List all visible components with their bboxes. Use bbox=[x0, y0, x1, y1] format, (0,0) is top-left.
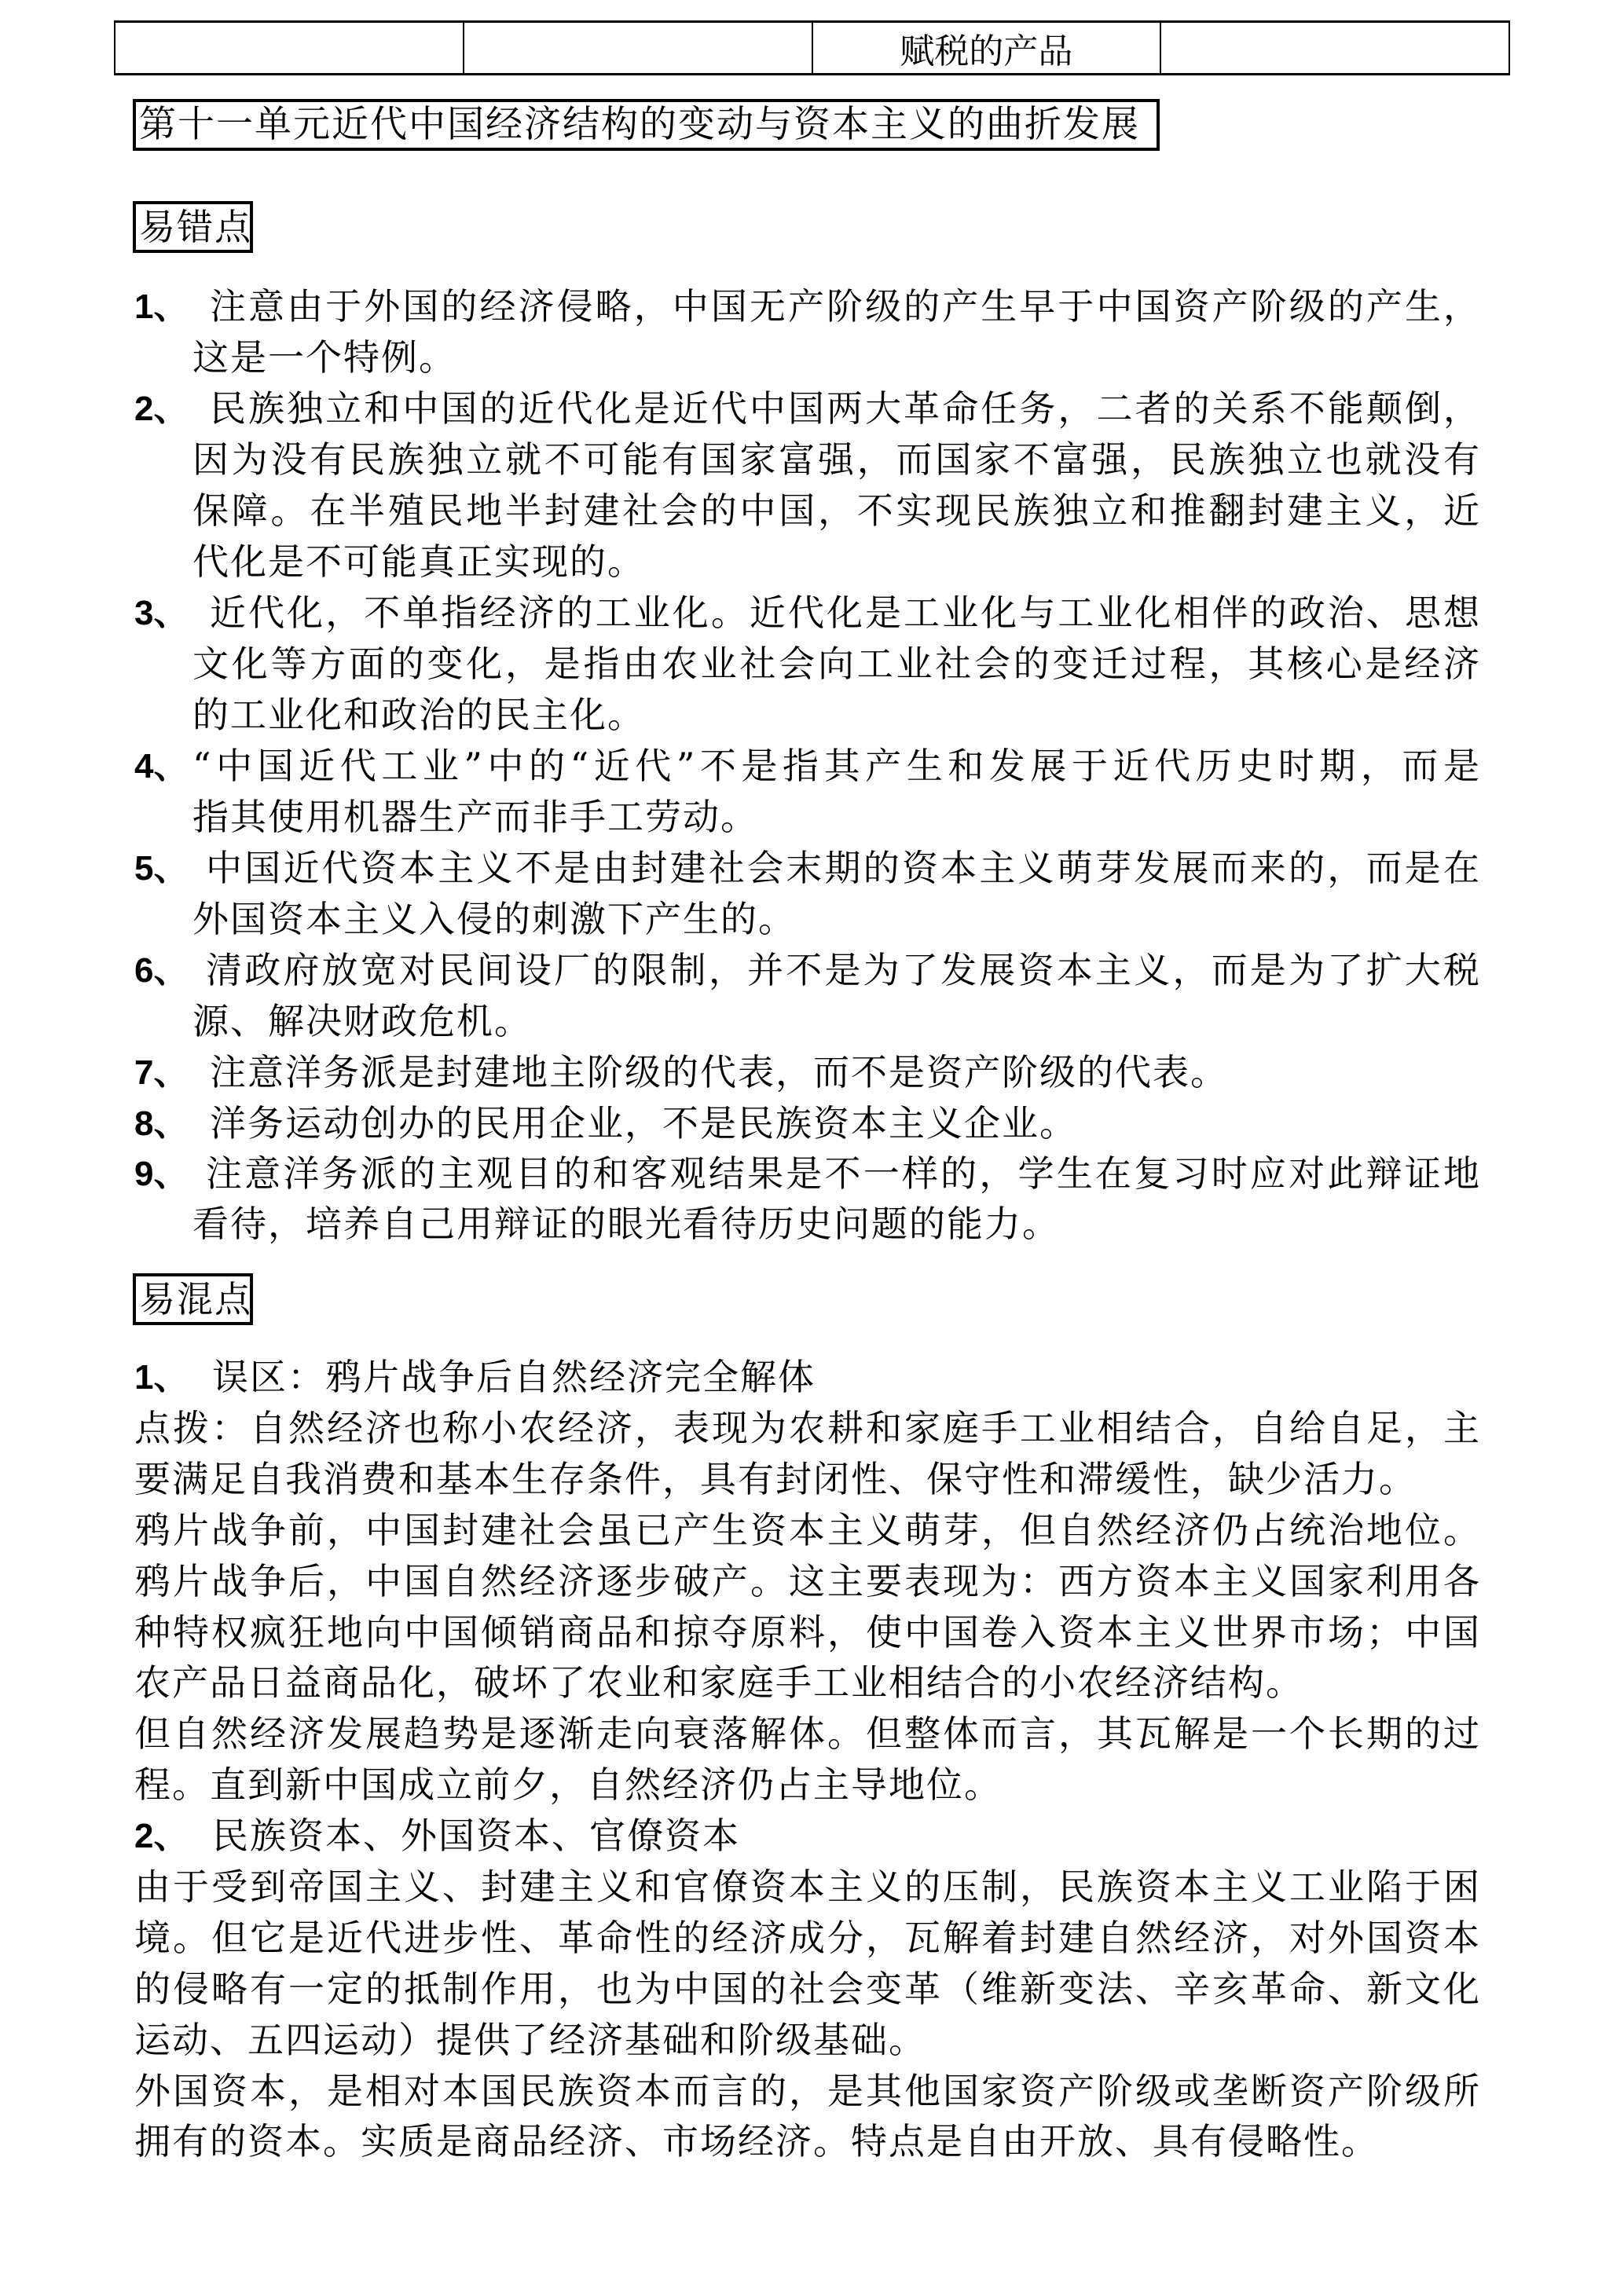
list-item-line: 注意洋务派的主观目的和客观结果是不一样的，学生在复习时应对此辩证地 bbox=[206, 1152, 1481, 1195]
list-number: 2、 bbox=[134, 390, 189, 428]
list-number: 7、 bbox=[134, 1053, 189, 1092]
section-heading-errors: 易错点 bbox=[133, 201, 253, 253]
point-number: 2、 bbox=[134, 1817, 189, 1855]
list-item-line: 的工业化和政治的民主化。 bbox=[192, 694, 645, 736]
unit-title: 第十一单元近代中国经济结构的变动与资本主义的曲折发展 bbox=[133, 99, 1160, 151]
paragraph-line: 由于受到帝国主义、封建主义和官僚资本主义的压制，民族资本主义工业陷于困 bbox=[134, 1866, 1481, 1908]
paragraph-line: 鸦片战争前，中国封建社会虽已产生资本主义萌芽，但自然经济仍占统治地位。 bbox=[134, 1509, 1481, 1551]
table-cell bbox=[464, 22, 812, 75]
list-number: 8、 bbox=[134, 1104, 189, 1143]
list-item-line: 指其使用机器生产而非手工劳动。 bbox=[192, 796, 758, 838]
paragraph-line: 鸦片战争后，中国自然经济逐步破产。这主要表现为：西方资本主义国家利用各 bbox=[134, 1560, 1481, 1602]
paragraph-line: 境。但它是近代进步性、革命性的经济成分，瓦解着封建自然经济，对外国资本 bbox=[134, 1917, 1481, 1959]
list-number: 1、 bbox=[134, 287, 189, 326]
list-item-line: 源、解决财政危机。 bbox=[192, 1000, 532, 1042]
list-item-line: 保障。在半殖民地半封建社会的中国，不实现民族独立和推翻封建主义，近 bbox=[192, 489, 1481, 532]
paragraph-line: 种特权疯狂地向中国倾销商品和掠夺原料，使中国卷入资本主义世界市场；中国 bbox=[134, 1611, 1481, 1653]
paragraph-line: 要满足自我消费和基本生存条件，具有封闭性、保守性和滞缓性，缺少活力。 bbox=[134, 1458, 1417, 1500]
list-item-line: 近代化，不单指经济的工业化。近代化是工业化与工业化相伴的政治、思想 bbox=[210, 591, 1481, 634]
list-item-line: 看待，培养自己用辩证的眼光看待历史问题的能力。 bbox=[192, 1203, 1060, 1245]
continued-table-row bbox=[114, 20, 1510, 75]
paragraph-line: 的侵略有一定的抵制作用，也为中国的社会变革（维新变法、辛亥革命、新文化 bbox=[134, 1968, 1481, 2010]
list-item-line: 因为没有民族独立就不可能有国家富强，而国家不富强，民族独立也就没有 bbox=[192, 438, 1481, 481]
paragraph-line: 但自然经济发展趋势是逐渐走向衰落解体。但整体而言，其瓦解是一个长期的过 bbox=[134, 1712, 1481, 1755]
table-cell: 赋税的产品 bbox=[812, 22, 1161, 75]
list-item-line: 洋务运动创办的民用企业，不是民族资本主义企业。 bbox=[210, 1102, 1077, 1144]
point-title: 误区：鸦片战争后自然经济完全解体 bbox=[212, 1356, 816, 1398]
list-item-line: 文化等方面的变化，是指由农业社会向工业社会的变迁过程，其核心是经济 bbox=[192, 643, 1481, 685]
point-title: 民族资本、外国资本、官僚资本 bbox=[212, 1814, 740, 1857]
list-item-line: 中国近代资本主义不是由封建社会末期的资本主义萌芽发展而来的，而是在 bbox=[206, 847, 1481, 889]
list-item-line: “中国近代工业”中的“近代”不是指其产生和发展于近代历史时期，而是 bbox=[192, 745, 1481, 787]
list-item-line: 民族独立和中国的近代化是近代中国两大革命任务，二者的关系不能颠倒， bbox=[210, 387, 1481, 430]
paragraph-line: 点拨：自然经济也称小农经济，表现为农耕和家庭手工业相结合，自给自足，主 bbox=[134, 1407, 1481, 1449]
paragraph-line: 运动、五四运动）提供了经济基础和阶级基础。 bbox=[134, 2019, 926, 2061]
table-cell bbox=[1160, 22, 1509, 75]
paragraph-line: 农产品日益商品化，破坏了农业和家庭手工业相结合的小农经济结构。 bbox=[134, 1661, 1303, 1704]
list-item-line: 外国资本主义入侵的刺激下产生的。 bbox=[192, 898, 796, 940]
list-item-line: 代化是不可能真正实现的。 bbox=[192, 540, 645, 583]
list-number: 3、 bbox=[134, 594, 189, 632]
list-item-line: 清政府放宽对民间设厂的限制，并不是为了发展资本主义，而是为了扩大税 bbox=[206, 949, 1481, 991]
section-heading-confusions: 易混点 bbox=[133, 1273, 253, 1325]
list-number: 4、 bbox=[134, 747, 189, 785]
list-number: 6、 bbox=[134, 951, 189, 990]
list-item-line: 注意洋务派是封建地主阶级的代表，而不是资产阶级的代表。 bbox=[210, 1051, 1228, 1093]
paragraph-line: 外国资本，是相对本国民族资本而言的，是其他国家资产阶级或垄断资产阶级所 bbox=[134, 2070, 1481, 2112]
list-item-line: 注意由于外国的经济侵略，中国无产阶级的产生早于中国资产阶级的产生， bbox=[210, 285, 1481, 328]
list-number: 9、 bbox=[134, 1155, 189, 1193]
table-cell bbox=[115, 22, 464, 75]
paragraph-line: 程。直到新中国成立前夕，自然经济仍占主导地位。 bbox=[134, 1763, 1002, 1806]
list-number: 5、 bbox=[134, 849, 189, 888]
point-number: 1、 bbox=[134, 1358, 189, 1397]
list-item-line: 这是一个特例。 bbox=[192, 336, 456, 379]
paragraph-line: 拥有的资本。实质是商品经济、市场经济。特点是自由开放、具有侵略性。 bbox=[134, 2120, 1379, 2162]
